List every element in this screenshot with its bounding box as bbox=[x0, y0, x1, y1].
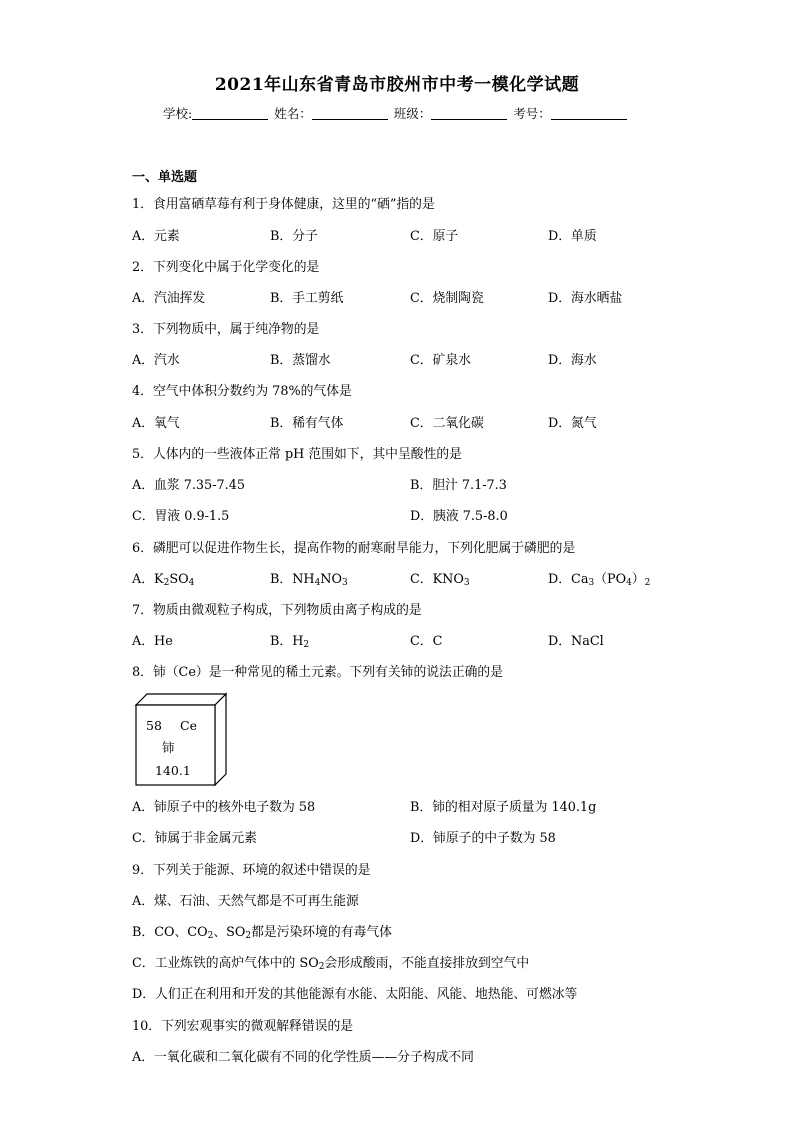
q2-option-b: B．手工剪纸 bbox=[270, 291, 344, 306]
q1-option-a: A．元素 bbox=[132, 229, 180, 244]
q3-option-a: A．汽水 bbox=[132, 353, 180, 368]
question-5: 5．人体内的一些液体正常 pH 范围如下，其中呈酸性的是 bbox=[132, 447, 462, 462]
q3-option-b: B．蒸馏水 bbox=[270, 353, 331, 368]
q10-option-a: A．一氧化碳和二氧化碳有不同的化学性质——分子构成不同 bbox=[132, 1050, 474, 1065]
question-7: 7．物质由微观粒子构成，下列物质由离子构成的是 bbox=[132, 603, 422, 618]
exam-no-label: 考号： bbox=[513, 106, 551, 121]
atomic-number: 58 bbox=[146, 718, 162, 733]
q3-option-c: C．矿泉水 bbox=[410, 353, 471, 368]
cube-top-face bbox=[136, 694, 226, 705]
question-10: 10．下列宏观事实的微观解释错误的是 bbox=[132, 1019, 354, 1034]
q1-option-d: D．单质 bbox=[548, 229, 597, 244]
school-blank[interactable] bbox=[192, 108, 268, 120]
q6-option-a: A．$K_2SO_4$ bbox=[132, 572, 195, 588]
q9-option-c: C．工业炼铁的高炉气体中的 $SO_2$会形成酸雨，不能直接排放到空气中 bbox=[132, 956, 530, 972]
q9-option-b: B．CO、$CO_2$、$SO_2$都是污染环境的有毒气体 bbox=[132, 925, 392, 941]
q8-option-d: D．铈原子的中子数为 58 bbox=[410, 831, 556, 846]
name-label: 姓名： bbox=[274, 106, 312, 121]
q4-option-d: D．氮气 bbox=[548, 416, 597, 431]
class-blank[interactable] bbox=[431, 108, 507, 120]
q3-option-d: D．海水 bbox=[548, 353, 597, 368]
q1-option-b: B．分子 bbox=[270, 229, 318, 244]
question-1: 1．食用富硒草莓有利于身体健康，这里的“硒”指的是 bbox=[132, 197, 435, 212]
page-title: 2021年山东省青岛市胶州市中考一模化学试题 bbox=[214, 75, 580, 95]
q5-option-b: B．胆汁 7.1-7.3 bbox=[410, 478, 507, 493]
q5-option-c: C．胃液 0.9-1.5 bbox=[132, 509, 230, 524]
q7-option-a: A．He bbox=[132, 634, 173, 649]
school-label: 学校: bbox=[163, 106, 193, 121]
cube-side-face bbox=[215, 694, 226, 785]
q7-option-b: B．$H_2$ bbox=[270, 634, 310, 650]
q9-option-a: A．煤、石油、天然气都是不可再生能源 bbox=[132, 894, 359, 909]
q6-option-c: C．$KNO_3$ bbox=[410, 572, 470, 588]
q8-option-b: B．铈的相对原子质量为 140.1g bbox=[410, 800, 597, 815]
q4-option-b: B．稀有气体 bbox=[270, 416, 344, 431]
element-symbol: Ce bbox=[180, 718, 197, 733]
exam-no-blank[interactable] bbox=[551, 108, 627, 120]
element-name: 铈 bbox=[162, 740, 175, 755]
q2-option-c: C．烧制陶瓷 bbox=[410, 291, 484, 306]
name-blank[interactable] bbox=[312, 108, 388, 120]
q5-option-a: A．血浆 7.35-7.45 bbox=[132, 478, 246, 493]
q4-option-a: A．氧气 bbox=[132, 416, 180, 431]
question-8: 8．铈（Ce）是一种常见的稀土元素。下列有关铈的说法正确的是 bbox=[132, 665, 504, 680]
q2-option-a: A．汽油挥发 bbox=[132, 291, 206, 306]
q7-option-d: D．NaCl bbox=[548, 634, 604, 649]
q9-option-d: D．人们正在利用和开发的其他能源有水能、太阳能、风能、地热能、可燃冰等 bbox=[132, 987, 578, 1002]
question-3: 3．下列物质中，属于纯净物的是 bbox=[132, 322, 320, 337]
q2-option-d: D．海水晒盐 bbox=[548, 291, 623, 306]
question-9: 9．下列关于能源、环境的叙述中错误的是 bbox=[132, 863, 371, 878]
question-4: 4．空气中体积分数约为 78%的气体是 bbox=[132, 384, 352, 399]
question-6: 6．磷肥可以促进作物生长，提高作物的耐寒耐旱能力，下列化肥属于磷肥的是 bbox=[132, 541, 576, 556]
q5-option-d: D．胰液 7.5-8.0 bbox=[410, 509, 508, 524]
section-heading: 一、单选题 bbox=[132, 170, 198, 185]
student-info-line bbox=[163, 104, 629, 122]
q1-option-c: C．原子 bbox=[410, 229, 459, 244]
q8-option-a: A．铈原子中的核外电子数为 58 bbox=[132, 800, 316, 815]
q7-option-c: C．C bbox=[410, 634, 443, 649]
cerium-element-cube bbox=[130, 688, 230, 788]
atomic-mass: 140.1 bbox=[155, 763, 191, 778]
q4-option-c: C．二氧化碳 bbox=[410, 416, 484, 431]
q6-option-b: B．$NH_4NO_3$ bbox=[270, 572, 348, 588]
class-label: 班级： bbox=[393, 106, 432, 121]
q8-option-c: C．铈属于非金属元素 bbox=[132, 831, 257, 846]
q6-option-d: D．$Ca_3(PO_4)_2$ bbox=[548, 572, 651, 588]
question-2: 2．下列变化中属于化学变化的是 bbox=[132, 260, 320, 275]
